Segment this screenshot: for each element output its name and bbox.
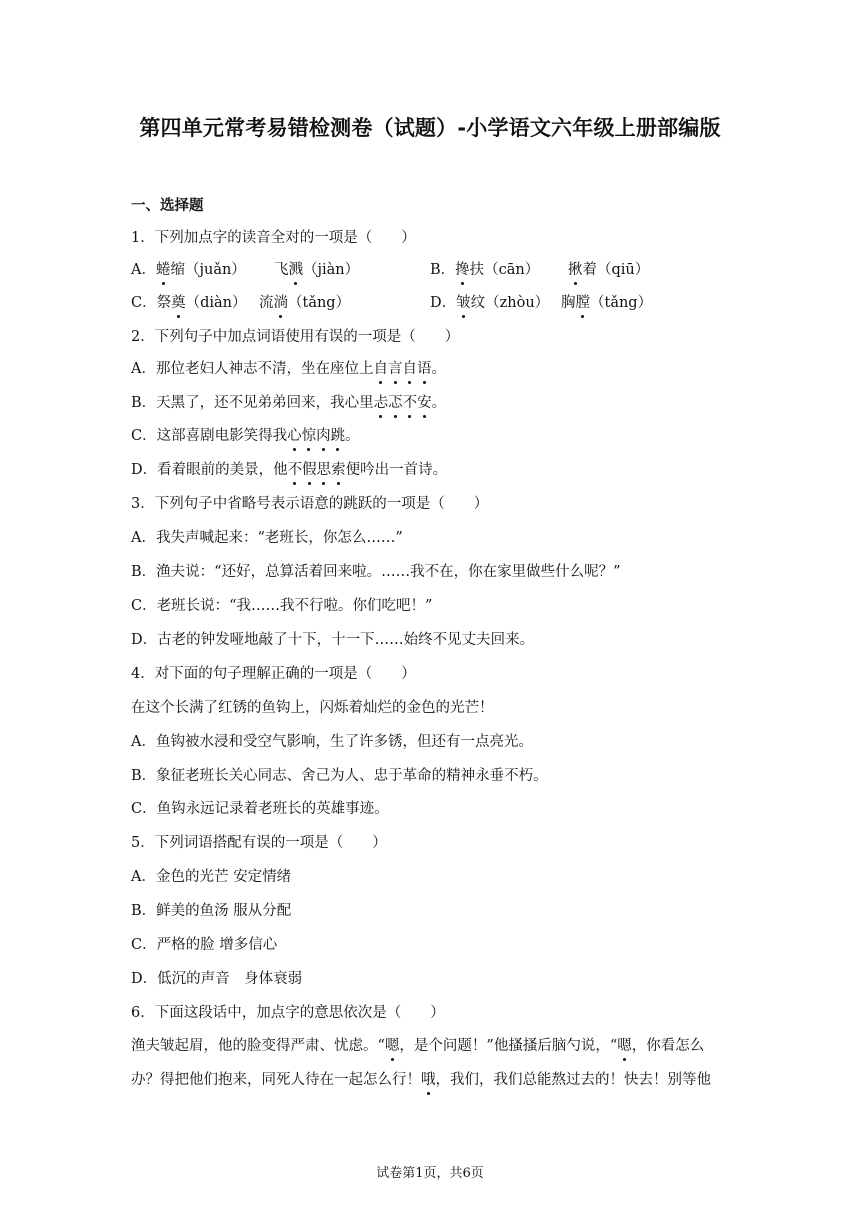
q5-option-b: B．鲜美的鱼汤 服从分配	[131, 903, 292, 919]
question-6-stem: 6．下面这段话中，加点字的意思依次是（ ）	[131, 1005, 445, 1021]
q1-option-a: A．蜷缩（juǎn）	[131, 262, 246, 278]
q5-option-d: D．低沉的声音 身体衰弱	[131, 971, 303, 987]
q2-option-c: C．这部喜剧电影笑得我心惊肉跳。	[131, 428, 360, 444]
question-1-stem: 1．下列加点字的读音全对的一项是（ ）	[131, 230, 416, 246]
q1-option-b-word2: 揪着（qiū）	[568, 262, 650, 278]
q4-option-c: C．鱼钩永远记录着老班长的英雄事迹。	[131, 801, 389, 817]
document-title: 第四单元常考易错检测卷（试题）-小学语文六年级上册部编版	[139, 116, 721, 140]
q5-option-c: C．严格的脸 增多信心	[131, 937, 278, 953]
q6-passage-line-1: 渔夫皱起眉，他的脸变得严肃、忧虑。“嗯，是个问题！”他搔搔后脑勺说，“嗯，你看怎么	[131, 1038, 705, 1054]
question-2-stem: 2．下列句子中加点词语使用有误的一项是（ ）	[131, 329, 460, 345]
q2-option-a: A．那位老妇人神志不清，坐在座位上自言自语。	[131, 361, 446, 377]
q4-option-b: B．象征老班长关心同志、舍己为人、忠于革命的精神永垂不朽。	[131, 768, 548, 784]
q3-option-c: C．老班长说：“我……我不行啦。你们吃吧！”	[131, 598, 433, 614]
q2-option-d: D．看着眼前的美景，他不假思索便吟出一首诗。	[131, 462, 448, 478]
q3-option-d: D．古老的钟发哑地敲了十下，十一下……始终不见丈夫回来。	[131, 632, 535, 648]
question-3-stem: 3．下列句子中省略号表示语意的跳跃的一项是（ ）	[131, 496, 489, 512]
page-footer: 试卷第1页，共6页	[376, 1166, 484, 1181]
section-heading: 一、选择题	[131, 198, 204, 214]
q2-option-b: B．天黑了，还不见弟弟回来，我心里忐忑不安。	[131, 395, 447, 411]
q5-option-a: A．金色的光芒 安定情绪	[131, 869, 292, 885]
q1-option-d: D．皱纹（zhòu）	[430, 295, 550, 311]
q3-option-b: B．渔夫说：“还好，总算活着回来啦。……我不在，你在家里做些什么呢？”	[131, 564, 621, 580]
q4-quoted-sentence: 在这个长满了红锈的鱼钩上，闪烁着灿烂的金色的光芒！	[131, 700, 494, 716]
q1-option-d-word2: 胸膛（tǎng）	[561, 295, 653, 311]
q6-passage-line-2: 办？得把他们抱来，同死人待在一起怎么行！哦，我们，我们总能熬过去的！快去！别等他	[131, 1072, 711, 1088]
q1-option-b: B．搀扶（cān）	[430, 262, 540, 278]
question-5-stem: 5．下列词语搭配有误的一项是（ ）	[131, 835, 387, 851]
q1-option-a-word2: 飞溅（jiàn）	[274, 262, 360, 278]
q3-option-a: A．我失声喊起来：“老班长，你怎么……”	[131, 530, 403, 546]
q1-option-c-word2: 流淌（tǎng）	[259, 295, 351, 311]
q1-option-c: C．祭奠（diàn）	[131, 295, 247, 311]
q4-option-a: A．鱼钩被水浸和受空气影响，生了许多锈，但还有一点亮光。	[131, 734, 533, 750]
question-4-stem: 4．对下面的句子理解正确的一项是（ ）	[131, 666, 416, 682]
